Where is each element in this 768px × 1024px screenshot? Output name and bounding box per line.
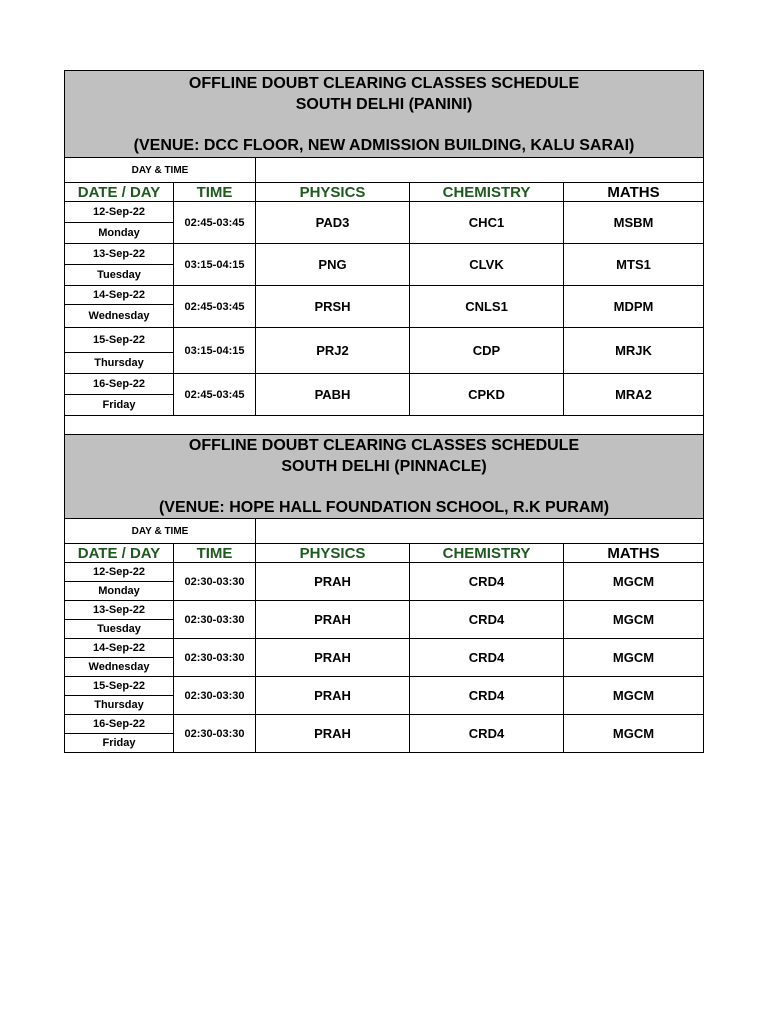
row-time: 03:15-04:15 [174, 244, 256, 286]
section-1-day-time-label: DAY & TIME [65, 158, 256, 183]
section-1-header [65, 71, 704, 158]
row-maths: MGCM [564, 639, 704, 677]
row-maths: MGCM [564, 601, 704, 639]
section-1-col-time: TIME [174, 183, 256, 202]
row-time: 02:30-03:30 [174, 563, 256, 601]
section-1-col-date-day: DATE / DAY [65, 183, 174, 202]
table-row [65, 286, 704, 305]
row-chemistry: CLVK [410, 244, 564, 286]
section-1-col-physics: PHYSICS [256, 183, 410, 202]
row-day: Monday [65, 582, 174, 601]
row-date: 16-Sep-22 [65, 715, 174, 734]
section-2-venue: (VENUE: HOPE HALL FOUNDATION SCHOOL, R.K PURAM) [158, 499, 610, 516]
row-chemistry: CDP [410, 328, 564, 374]
table-row [65, 601, 704, 620]
row-date: 14-Sep-22 [65, 286, 174, 305]
row-time: 02:30-03:30 [174, 677, 256, 715]
table-row [65, 328, 704, 353]
row-day: Tuesday [65, 265, 174, 286]
row-maths: MTS1 [564, 244, 704, 286]
row-physics: PRAH [256, 715, 410, 753]
section-spacer [65, 416, 704, 435]
section-1-col-maths: MATHS [564, 183, 704, 202]
row-physics: PRSH [256, 286, 410, 328]
section-1-subtitle: SOUTH DELHI (PANINI) [295, 95, 473, 113]
table-row [65, 677, 704, 696]
table-row [65, 639, 704, 658]
row-physics: PNG [256, 244, 410, 286]
section-1-col-chemistry: CHEMISTRY [410, 183, 564, 202]
row-date: 15-Sep-22 [65, 328, 174, 353]
row-time: 02:30-03:30 [174, 601, 256, 639]
section-1-venue: (VENUE: DCC FLOOR, NEW ADMISSION BUILDING, KALU SARAI) [133, 136, 635, 154]
section-2-col-chemistry: CHEMISTRY [410, 544, 564, 563]
row-date: 15-Sep-22 [65, 677, 174, 696]
row-maths: MSBM [564, 202, 704, 244]
section-2-col-physics: PHYSICS [256, 544, 410, 563]
row-physics: PRAH [256, 677, 410, 715]
section-1-title: OFFLINE DOUBT CLEARING CLASSES SCHEDULE [188, 74, 580, 92]
row-time: 02:30-03:30 [174, 639, 256, 677]
row-time: 03:15-04:15 [174, 328, 256, 374]
row-physics: PABH [256, 374, 410, 416]
section-2-col-time: TIME [174, 544, 256, 563]
row-chemistry: CRD4 [410, 601, 564, 639]
row-date: 14-Sep-22 [65, 639, 174, 658]
table-row [65, 244, 704, 265]
schedule-sheet [64, 70, 703, 753]
row-maths: MDPM [564, 286, 704, 328]
row-maths: MRA2 [564, 374, 704, 416]
row-date: 13-Sep-22 [65, 601, 174, 620]
row-day: Friday [65, 395, 174, 416]
schedule-table [64, 70, 704, 753]
table-row [65, 374, 704, 395]
row-day: Friday [65, 734, 174, 753]
row-day: Wednesday [65, 658, 174, 677]
row-maths: MGCM [564, 677, 704, 715]
row-day: Thursday [65, 353, 174, 374]
row-chemistry: CRD4 [410, 715, 564, 753]
row-time: 02:30-03:30 [174, 715, 256, 753]
row-physics: PRJ2 [256, 328, 410, 374]
table-row [65, 202, 704, 223]
section-2-col-date-day: DATE / DAY [65, 544, 174, 563]
row-maths: MGCM [564, 563, 704, 601]
row-date: 16-Sep-22 [65, 374, 174, 395]
row-maths: MRJK [564, 328, 704, 374]
row-day: Thursday [65, 696, 174, 715]
section-2-subtitle: SOUTH DELHI (PINNACLE) [281, 458, 487, 475]
table-row [65, 715, 704, 734]
row-maths: MGCM [564, 715, 704, 753]
section-2-day-time-blank [256, 519, 704, 544]
row-day: Wednesday [65, 305, 174, 328]
row-physics: PRAH [256, 601, 410, 639]
section-2-day-time-label: DAY & TIME [65, 519, 256, 544]
row-chemistry: CRD4 [410, 677, 564, 715]
row-day: Tuesday [65, 620, 174, 639]
section-2-title: OFFLINE DOUBT CLEARING CLASSES SCHEDULE [188, 437, 580, 454]
row-date: 13-Sep-22 [65, 244, 174, 265]
row-date: 12-Sep-22 [65, 202, 174, 223]
row-chemistry: CRD4 [410, 563, 564, 601]
row-time: 02:45-03:45 [174, 374, 256, 416]
section-2-header [65, 435, 704, 519]
row-day: Monday [65, 223, 174, 244]
row-time: 02:45-03:45 [174, 202, 256, 244]
row-date: 12-Sep-22 [65, 563, 174, 582]
row-chemistry: CRD4 [410, 639, 564, 677]
section-2-col-maths: MATHS [564, 544, 704, 563]
row-chemistry: CHC1 [410, 202, 564, 244]
row-physics: PAD3 [256, 202, 410, 244]
row-time: 02:45-03:45 [174, 286, 256, 328]
table-row [65, 563, 704, 582]
row-physics: PRAH [256, 639, 410, 677]
section-1-day-time-blank [256, 158, 704, 183]
row-chemistry: CPKD [410, 374, 564, 416]
row-physics: PRAH [256, 563, 410, 601]
row-chemistry: CNLS1 [410, 286, 564, 328]
